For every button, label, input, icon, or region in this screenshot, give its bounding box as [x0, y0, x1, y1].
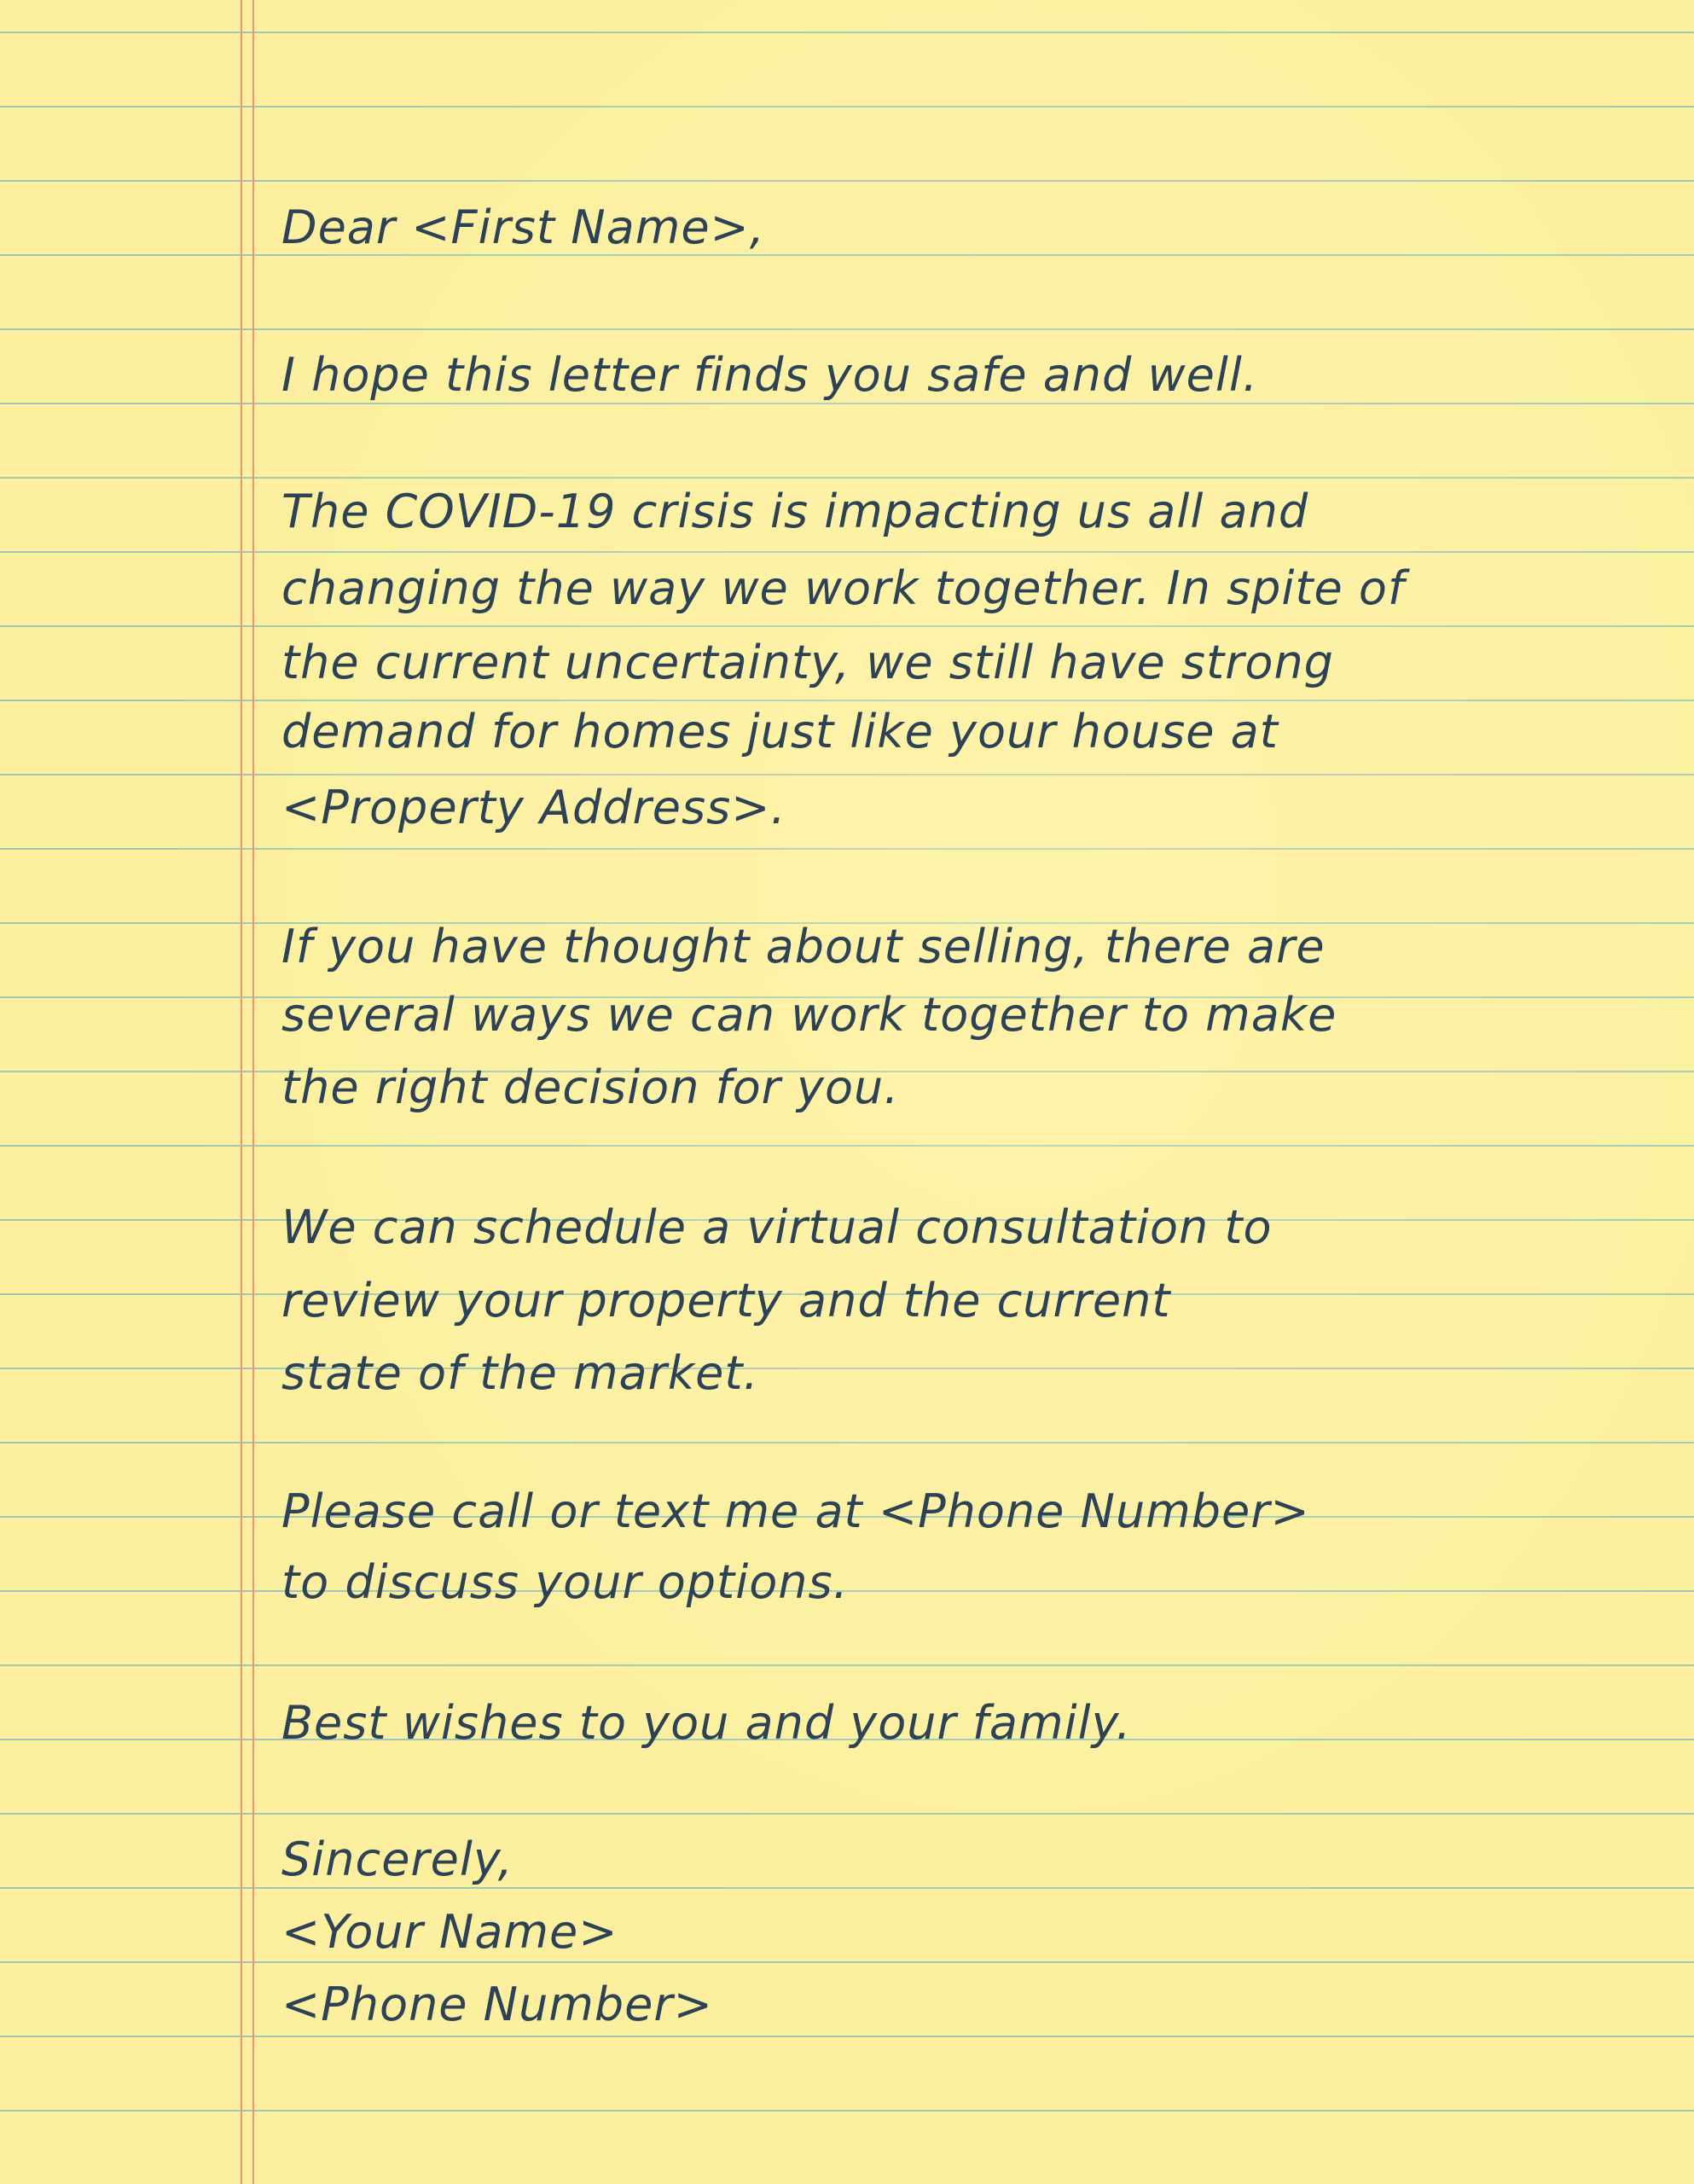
signoff: Sincerely,: [281, 1833, 513, 1886]
paragraph-3-line: We can schedule a virtual consultation to: [281, 1200, 1273, 1254]
opening-line: I hope this letter finds you safe and well.: [281, 348, 1259, 402]
margin-rule-left: [241, 0, 242, 2184]
paragraph-1-line: <Property Address>.: [281, 781, 786, 834]
paragraph-3-line: state of the market.: [281, 1346, 759, 1400]
closing-wish: Best wishes to you and your family.: [281, 1696, 1132, 1750]
margin-rule-right: [252, 0, 254, 2184]
signature-phone: <Phone Number>: [281, 1978, 713, 2031]
paragraph-1-line: demand for homes just like your house at: [281, 705, 1279, 758]
paragraph-4-line: to discuss your options.: [281, 1555, 849, 1609]
salutation: Dear <First Name>,: [281, 200, 765, 254]
paragraph-1-line: The COVID-19 crisis is impacting us all and: [281, 485, 1309, 538]
paragraph-2-line: the right decision for you.: [281, 1060, 900, 1114]
paragraph-3-line: review your property and the current: [281, 1274, 1171, 1327]
paragraph-1-line: the current uncertainty, we still have strong: [281, 636, 1334, 689]
paragraph-1-line: changing the way we work together. In spite of: [281, 561, 1405, 615]
paragraph-4-line: Please call or text me at <Phone Number>: [281, 1484, 1310, 1538]
signature-name: <Your Name>: [281, 1905, 618, 1959]
paragraph-2-line: several ways we can work together to make: [281, 988, 1337, 1042]
paragraph-2-line: If you have thought about selling, there are: [281, 920, 1326, 973]
